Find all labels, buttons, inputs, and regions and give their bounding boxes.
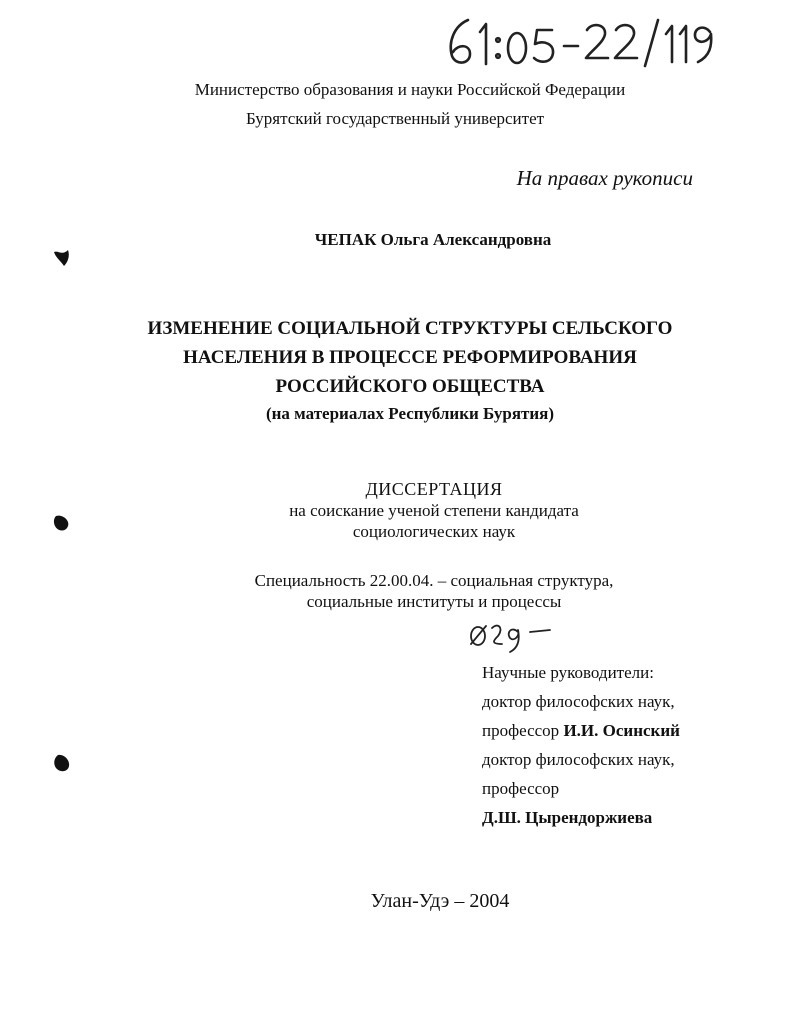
advisor-degree: доктор философских наук, <box>482 692 675 711</box>
advisor-title: профессор <box>482 721 560 740</box>
advisors-heading: Научные руководители: <box>482 663 654 682</box>
ministry-name: Министерство образования и науки Российской Федерации <box>194 80 626 99</box>
handwritten-archive-number <box>440 12 730 72</box>
punch-hole-mark <box>50 752 74 776</box>
title-line: ИЗМЕНЕНИЕ СОЦИАЛЬНОЙ СТРУКТУРЫ СЕЛЬСКОГО <box>147 318 673 339</box>
advisor-degree: доктор философских наук, <box>482 750 675 769</box>
rights-note: На правах рукописи <box>516 166 693 190</box>
degree-line: социологических наук <box>352 522 516 541</box>
advisor-name: И.И. Осинский <box>563 721 680 740</box>
advisor-line <box>482 716 680 745</box>
dissertation-block <box>0 479 793 542</box>
specialty-line: социальные институты и процессы <box>306 592 562 611</box>
dissertation-subtitle: (на материалах Республики Бурятия) <box>265 404 555 423</box>
title-line: НАСЕЛЕНИЯ В ПРОЦЕССЕ РЕФОРМИРОВАНИЯ <box>183 347 637 368</box>
advisors-block <box>482 658 680 832</box>
specialty-line: Специальность 22.00.04. – социальная структура, <box>254 571 614 590</box>
university-name: Бурятский государственный университет <box>245 109 545 128</box>
advisor-name: Д.Ш. Цырендоржиева <box>482 808 653 827</box>
dissertation-heading: ДИССЕРТАЦИЯ <box>365 479 503 499</box>
degree-line: на соискание ученой степени кандидата <box>289 501 579 520</box>
title-line: РОССИЙСКОГО ОБЩЕСТВА <box>275 376 545 397</box>
handwritten-mark <box>466 614 556 654</box>
city-year: Улан-Удэ – 2004 <box>370 890 510 912</box>
author-name: ЧЕПАК Ольга Александровна <box>314 230 552 249</box>
advisor-line <box>482 803 680 832</box>
advisor-title: профессор <box>482 779 560 798</box>
specialty-block <box>0 570 793 612</box>
dissertation-title <box>0 314 793 401</box>
